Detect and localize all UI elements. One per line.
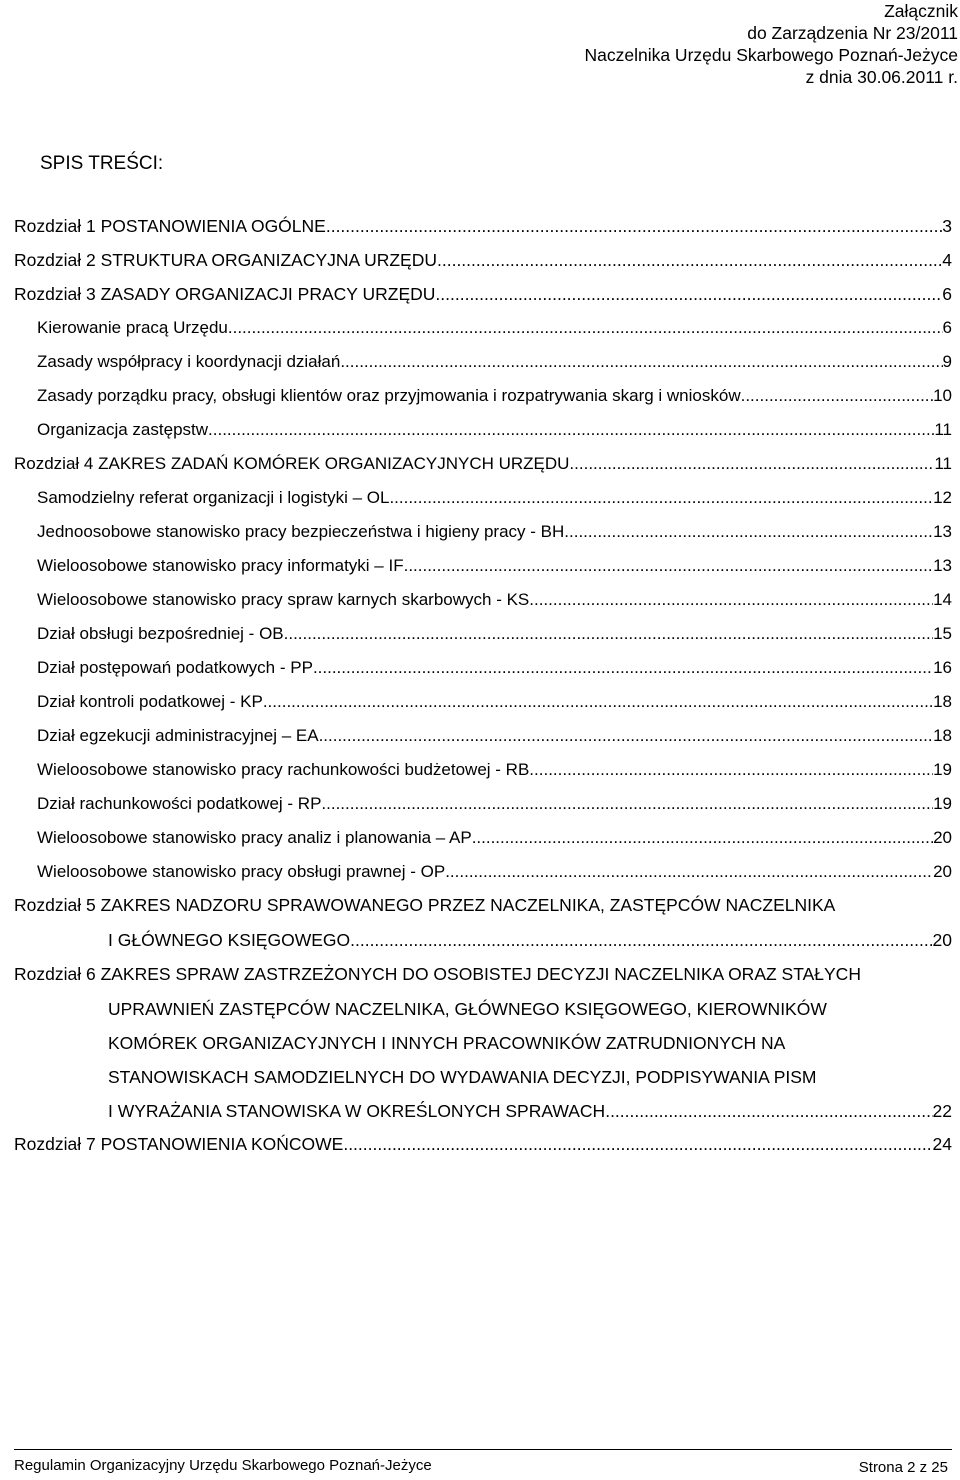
toc-entry-chapter-6-line-5[interactable] xyxy=(108,1101,952,1127)
toc-dot-leader xyxy=(343,1134,932,1155)
toc-entry-title: Jednoosobowe stanowisko pracy bezpieczeństwa i higieny pracy - BH xyxy=(37,522,565,541)
toc-entry-page: 19 xyxy=(933,794,952,813)
toc-dot-leader xyxy=(389,488,933,508)
toc-entry-page: 19 xyxy=(933,760,952,779)
toc-entry-chapter-5-line-2[interactable] xyxy=(108,930,952,956)
toc-entry-title: Wieloosobowe stanowisko pracy spraw karnych skarbowych - KS xyxy=(37,590,530,609)
toc-entry-chapter-6-line-4[interactable] xyxy=(108,1067,952,1093)
toc-dot-leader xyxy=(326,216,942,237)
toc-entry-title: Rozdział 6 ZAKRES SPRAW ZASTRZEŻONYCH DO OSOBISTEJ DECYZJI NACZELNIKA ORAZ STAŁYCH xyxy=(14,964,861,984)
toc-entry-section[interactable] xyxy=(37,760,952,786)
toc-entry-title: Dział kontroli podatkowej - KP xyxy=(37,692,263,711)
toc-entry-section[interactable] xyxy=(37,828,952,854)
toc-entry-title: I WYRAŻANIA STANOWISKA W OKREŚLONYCH SPRAWACH xyxy=(108,1101,606,1121)
toc-dot-leader xyxy=(228,318,943,338)
toc-entry-page: 18 xyxy=(933,726,952,745)
toc-entry-title: Zasady porządku pracy, obsługi klientów oraz przyjmowania i rozpatrywania skarg i wniosków xyxy=(37,386,741,405)
toc-entry-chapter-7[interactable] xyxy=(14,1134,952,1160)
toc-entry-section[interactable] xyxy=(37,862,952,888)
toc-entry-page: 9 xyxy=(942,352,952,371)
toc-entry-section[interactable] xyxy=(37,692,952,718)
toc-entry-title: STANOWISKACH SAMODZIELNYCH DO WYDAWANIA DECYZJI, PODPISYWANIA PISM xyxy=(108,1067,817,1087)
toc-entry-title: Rozdział 3 ZASADY ORGANIZACJI PRACY URZĘDU xyxy=(14,284,436,304)
toc-entry-page: 18 xyxy=(933,692,952,711)
toc-dot-leader xyxy=(445,862,933,882)
toc-entry-page: 16 xyxy=(933,658,952,677)
toc-dot-leader xyxy=(350,930,932,951)
toc-entry-title: Wieloosobowe stanowisko pracy informatyki – IF xyxy=(37,556,404,575)
toc-entry-section[interactable] xyxy=(37,420,952,446)
header-date: z dnia 30.06.2011 r. xyxy=(805,67,958,87)
document-header xyxy=(584,0,958,88)
toc-entry-page: 20 xyxy=(932,930,952,950)
toc-entry-title: Kierowanie pracą Urzędu xyxy=(37,318,228,337)
toc-entry-page: 20 xyxy=(933,862,952,881)
toc-entry-title: Dział rachunkowości podatkowej - RP xyxy=(37,794,322,813)
header-office-name: Naczelnika Urzędu Skarbowego Poznań-Jeżyce xyxy=(584,45,958,65)
toc-heading: SPIS TREŚCI: xyxy=(40,153,164,174)
toc-entry-chapter-6-line-1[interactable] xyxy=(14,964,952,990)
toc-dot-leader xyxy=(319,726,934,746)
toc-dot-leader xyxy=(404,556,933,576)
toc-entry-section[interactable] xyxy=(37,726,952,752)
toc-dot-leader xyxy=(741,386,933,406)
toc-dot-leader xyxy=(605,1101,932,1122)
toc-entry-chapter-6-line-2[interactable] xyxy=(108,999,952,1025)
toc-entry-section[interactable] xyxy=(37,522,952,548)
toc-entry-page: 3 xyxy=(942,216,952,236)
toc-entry-title: Wieloosobowe stanowisko pracy rachunkowości budżetowej - RB xyxy=(37,760,530,779)
toc-entry-title: Wieloosobowe stanowisko pracy analiz i planowania – AP xyxy=(37,828,472,847)
toc-dot-leader xyxy=(435,284,942,305)
toc-entry-page: 13 xyxy=(933,556,952,575)
toc-entry-title: Samodzielny referat organizacji i logistyki – OL xyxy=(37,488,390,507)
table-of-contents xyxy=(0,212,960,1132)
toc-dot-leader xyxy=(208,420,934,440)
footer-divider xyxy=(14,1449,952,1450)
toc-entry-section[interactable] xyxy=(37,318,952,344)
toc-entry-page: 24 xyxy=(932,1134,952,1154)
toc-entry-title: Rozdział 5 ZAKRES NADZORU SPRAWOWANEGO PRZEZ NACZELNIKA, ZASTĘPCÓW NACZELNIKA xyxy=(14,895,836,915)
toc-entry-title: Rozdział 2 STRUKTURA ORGANIZACYJNA URZĘDU xyxy=(14,250,437,270)
toc-entry-chapter-6-line-3[interactable] xyxy=(108,1033,952,1059)
toc-entry-section[interactable] xyxy=(37,590,952,616)
toc-entry-page: 6 xyxy=(942,284,952,304)
toc-entry-title: Zasady współpracy i koordynacji działań xyxy=(37,352,341,371)
toc-dot-leader xyxy=(340,352,942,372)
toc-entry-chapter-3[interactable] xyxy=(14,284,952,310)
toc-entry-page: 13 xyxy=(933,522,952,541)
toc-entry-page: 4 xyxy=(942,250,952,270)
toc-entry-chapter-2[interactable] xyxy=(14,250,952,276)
toc-dot-leader xyxy=(529,760,933,780)
toc-dot-leader xyxy=(569,454,934,474)
toc-dot-leader xyxy=(284,624,933,644)
toc-dot-leader xyxy=(529,590,933,610)
toc-dot-leader xyxy=(263,692,933,712)
toc-entry-title: Dział postępowań podatkowych - PP xyxy=(37,658,313,677)
toc-entry-page: 15 xyxy=(933,624,952,643)
toc-entry-section[interactable] xyxy=(37,386,952,412)
toc-entry-title: KOMÓREK ORGANIZACYJNYCH I INNYCH PRACOWNIKÓW ZATRUDNIONYCH NA xyxy=(108,1033,786,1053)
toc-entry-chapter-4[interactable] xyxy=(14,454,952,480)
toc-entry-title: Dział egzekucji administracyjnej – EA xyxy=(37,726,319,745)
header-ordinance-number: do Zarządzenia Nr 23/2011 xyxy=(747,23,958,43)
toc-entry-section[interactable] xyxy=(37,488,952,514)
toc-entry-page: 14 xyxy=(933,590,952,609)
header-attachment-label: Załącznik xyxy=(884,1,958,21)
toc-entry-section[interactable] xyxy=(37,352,952,378)
toc-entry-title: I GŁÓWNEGO KSIĘGOWEGO xyxy=(108,930,351,950)
toc-dot-leader xyxy=(472,828,933,848)
toc-dot-leader xyxy=(437,250,942,271)
footer-document-name: Regulamin Organizacyjny Urzędu Skarbowego Poznań-Jeżyce xyxy=(14,1457,432,1474)
toc-dot-leader xyxy=(321,794,933,814)
toc-entry-page: 11 xyxy=(934,454,952,473)
toc-entry-page: 20 xyxy=(933,828,952,847)
toc-entry-title: Rozdział 7 POSTANOWIENIA KOŃCOWE xyxy=(14,1134,344,1154)
toc-entry-title: UPRAWNIEŃ ZASTĘPCÓW NACZELNIKA, GŁÓWNEGO KSIĘGOWEGO, KIEROWNIKÓW xyxy=(108,999,827,1019)
toc-dot-leader xyxy=(564,522,933,542)
toc-entry-chapter-1[interactable] xyxy=(14,216,952,242)
toc-dot-leader xyxy=(313,658,933,678)
toc-entry-chapter-5-line-1[interactable] xyxy=(14,895,952,921)
toc-entry-title: Rozdział 1 POSTANOWIENIA OGÓLNE xyxy=(14,216,326,236)
toc-entry-title: Wieloosobowe stanowisko pracy obsługi prawnej - OP xyxy=(37,862,446,881)
toc-entry-page: 6 xyxy=(942,318,952,337)
toc-entry-title: Dział obsługi bezpośredniej - OB xyxy=(37,624,284,643)
toc-entry-page: 11 xyxy=(934,420,952,439)
toc-entry-title: Rozdział 4 ZAKRES ZADAŃ KOMÓREK ORGANIZACYJNYCH URZĘDU xyxy=(14,454,570,473)
toc-entry-section[interactable] xyxy=(37,794,952,820)
toc-entry-section[interactable] xyxy=(37,624,952,650)
toc-entry-title: Organizacja zastępstw xyxy=(37,420,209,439)
toc-entry-page: 12 xyxy=(933,488,952,507)
toc-entry-page: 22 xyxy=(932,1101,952,1121)
toc-entry-section[interactable] xyxy=(37,556,952,582)
footer-page-number: Strona 2 z 25 xyxy=(858,1459,948,1476)
toc-entry-section[interactable] xyxy=(37,658,952,684)
toc-entry-page: 10 xyxy=(933,386,952,405)
